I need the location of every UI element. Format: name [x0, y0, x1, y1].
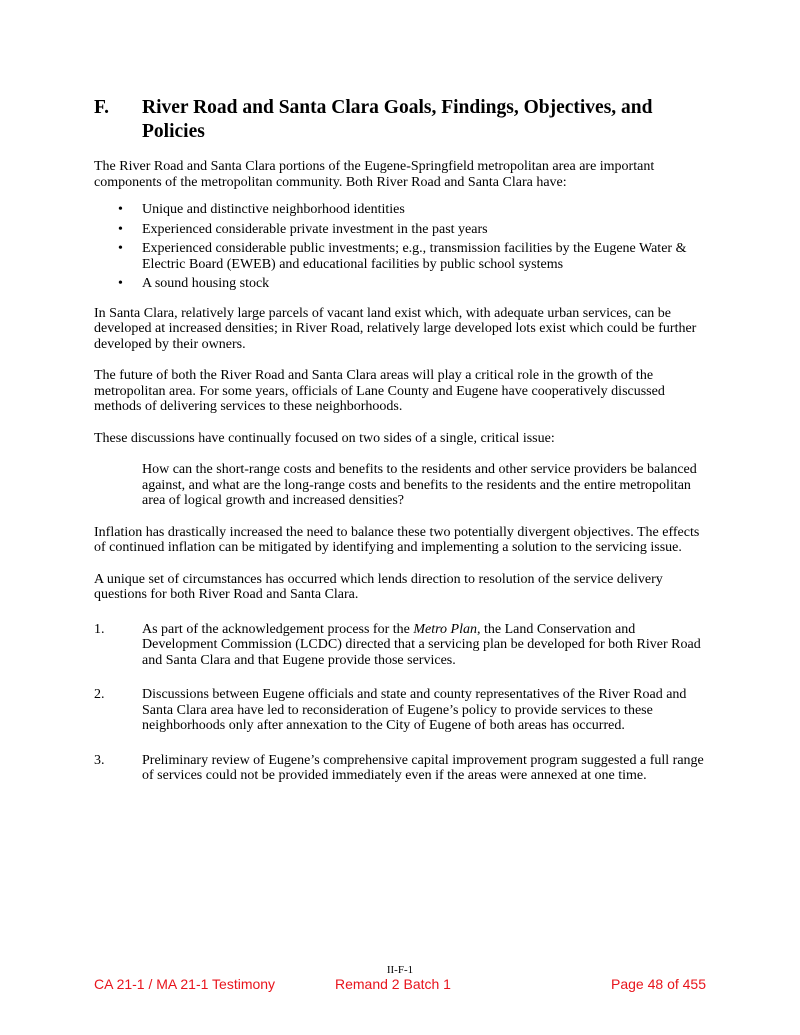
body-paragraph: A unique set of circumstances has occurred which lends direction to resolution of the service delivery questions for both River Road and Santa Clara.	[94, 571, 663, 602]
numbered-item	[94, 753, 706, 784]
intro-paragraph: The River Road and Santa Clara portions of the Eugene-Springfield metropolitan area are important components of the metropolitan community. Both River Road and Santa Clara have:	[94, 159, 655, 190]
bullet-icon: •	[118, 241, 123, 256]
bullet-icon: •	[118, 221, 123, 237]
bullet-icon: •	[118, 276, 123, 291]
item-number: 1.	[94, 621, 105, 637]
numbered-item	[94, 622, 706, 669]
footer-stamp	[94, 976, 706, 996]
bullet-icon: •	[118, 202, 123, 217]
body-paragraph: These discussions have continually focused on two sides of a single, critical issue:	[94, 430, 555, 446]
numbered-list	[94, 622, 706, 784]
bullet-item: • A sound housing stock	[118, 276, 270, 291]
section-heading	[94, 96, 706, 144]
body-paragraph: In Santa Clara, relatively large parcels of vacant land exist which, with adequate urban services, can be developed at increased densities; in River Road, relatively large developed lots exist which could be further developed by their owners.	[94, 305, 697, 352]
item-text: Discussions between Eugene officials and state and county representatives of the River Road and Santa Clara area have led to reconsideration of Eugene’s policy to provide services to these neighborhoods only after annexation to the City of Eugene of both areas has occurred.	[142, 687, 687, 733]
body-paragraph: The future of both the River Road and Santa Clara areas will play a critical role in the growth of the metropolitan area. For some years, officials of Lane County and Eugene have cooperatively discussed methods of delivering services to these neighborhoods.	[94, 368, 665, 414]
bullet-item: • Experienced considerable private investment in the past years	[118, 221, 488, 237]
footer-page-count: Page 48 of 455	[611, 976, 706, 992]
body-paragraph: Inflation has drastically increased the need to balance these two potentially divergent objectives. The effects of continued inflation can be mitigated by identifying and implementing a solution to the servicing issue.	[94, 524, 700, 555]
bullet-item: • Experienced considerable public investments; e.g., transmission facilities by the Eugene Water & Electric Board (EWEB) and educational facilities by public school systems	[118, 241, 687, 272]
footer-batch-label: Remand 2 Batch 1	[335, 976, 451, 992]
document-page	[94, 96, 706, 803]
footer-case-label: CA 21-1 / MA 21-1 Testimony	[94, 976, 276, 992]
block-quote: How can the short-range costs and benefits to the residents and other service providers be balanced against, and what are the long-range costs and benefits to the residents and the entire metropolitan area of logical growth and increased densities?	[142, 462, 697, 508]
item-number: 2.	[94, 687, 105, 702]
page-number: II-F-1	[386, 964, 414, 976]
metro-plan-title: Metro Plan	[413, 621, 477, 637]
section-title: River Road and Santa Clara Goals, Findings, Objectives, and Policies	[142, 97, 653, 142]
section-number: F.	[94, 97, 109, 118]
bullet-list	[94, 202, 706, 292]
item-number: 3.	[94, 752, 105, 768]
numbered-item	[94, 687, 706, 734]
item-text: As part of the acknowledgement process for the Metro Plan, the Land Conservation and Development Commission (LCDC) directed that a servicing plan be developed for both River Road and Santa Clara and that Eugene provide those services.	[142, 621, 701, 668]
bullet-item: • Unique and distinctive neighborhood identities	[118, 202, 405, 217]
item-text: Preliminary review of Eugene’s comprehensive capital improvement program suggested a full range of services could not be provided immediately even if the areas were annexed at one time.	[142, 752, 704, 783]
